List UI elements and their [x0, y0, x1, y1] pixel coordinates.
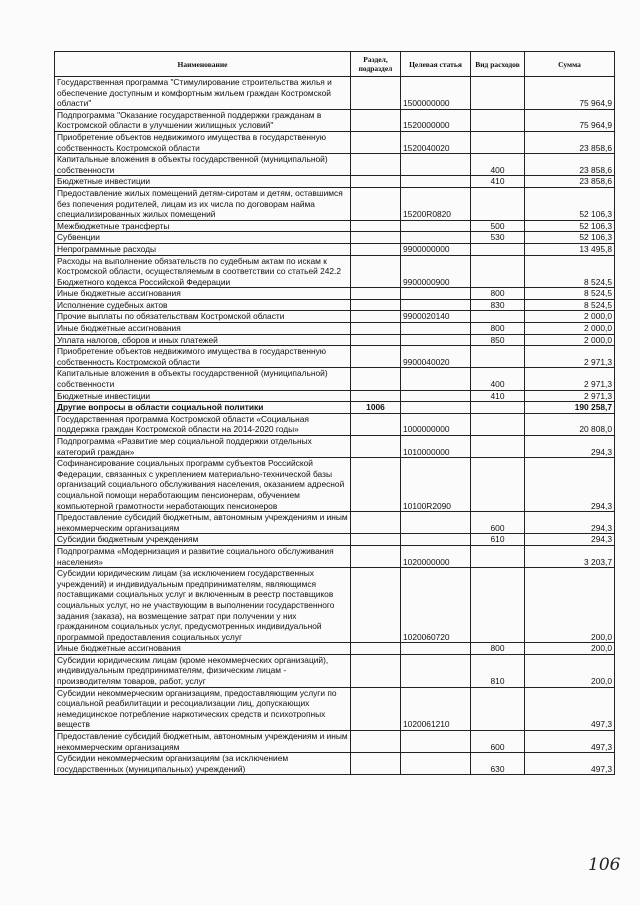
table-row [55, 334, 615, 346]
cell-name: Софинансирование социальных программ субъектов Российской Федерации, связанных с укреплением материально-технической базы организаций социального обслуживания населения, оказанием адресной социальной помощи неработающим пенсионерам, обучением компьютерной грамотности неработающих пенсионеров [55, 458, 351, 512]
cell-target-item: 1520040020 [401, 131, 471, 153]
cell-section [351, 243, 401, 255]
table-row [55, 413, 615, 435]
cell-target-item [401, 654, 471, 687]
table-row [55, 512, 615, 534]
cell-amount: 23 858,6 [525, 154, 615, 176]
cell-expense-type [471, 243, 525, 255]
table-row [55, 687, 615, 730]
cell-target-item [401, 334, 471, 346]
cell-section [351, 154, 401, 176]
cell-amount: 294,3 [525, 534, 615, 546]
table-row [55, 243, 615, 255]
cell-name: Расходы на выполнение обязательств по судебным актам по искам к Костромской области, осуществляемым в соответствии со статьей 242.2 Бюджетного кодекса Российской Федерации [55, 255, 351, 288]
cell-expense-type [471, 436, 525, 458]
cell-expense-type: 500 [471, 220, 525, 232]
header-amount: Сумма [525, 52, 615, 77]
cell-target-item: 1000000000 [401, 413, 471, 435]
cell-amount: 8 524,5 [525, 255, 615, 288]
cell-amount: 2 971,3 [525, 368, 615, 390]
cell-expense-type [471, 346, 525, 368]
cell-target-item [401, 643, 471, 655]
cell-amount: 294,3 [525, 458, 615, 512]
cell-section [351, 390, 401, 402]
cell-target-item [401, 753, 471, 775]
cell-section [351, 458, 401, 512]
table-row [55, 368, 615, 390]
cell-amount: 23 858,6 [525, 131, 615, 153]
cell-target-item [401, 323, 471, 335]
cell-name: Субсидии бюджетным учреждениям [55, 534, 351, 546]
cell-target-item [401, 220, 471, 232]
cell-expense-type [471, 545, 525, 567]
cell-target-item [401, 288, 471, 300]
cell-target-item [401, 232, 471, 244]
table-row [55, 654, 615, 687]
table-row [55, 232, 615, 244]
cell-amount: 2 971,3 [525, 390, 615, 402]
table-header-row [55, 52, 615, 77]
cell-name: Подпрограмма «Развитие мер социальной поддержки отдельных категорий граждан» [55, 436, 351, 458]
cell-name: Субвенции [55, 232, 351, 244]
cell-name: Уплата налогов, сборов и иных платежей [55, 334, 351, 346]
cell-name: Бюджетные инвестиции [55, 390, 351, 402]
table-row [55, 154, 615, 176]
table-row [55, 753, 615, 775]
cell-section [351, 731, 401, 753]
cell-section [351, 568, 401, 643]
cell-expense-type: 830 [471, 299, 525, 311]
cell-section [351, 687, 401, 730]
cell-expense-type [471, 458, 525, 512]
cell-section [351, 187, 401, 220]
cell-name: Иные бюджетные ассигнования [55, 288, 351, 300]
cell-target-item [401, 402, 471, 414]
cell-expense-type: 610 [471, 534, 525, 546]
cell-section [351, 346, 401, 368]
cell-expense-type: 530 [471, 232, 525, 244]
cell-expense-type [471, 255, 525, 288]
cell-amount: 8 524,5 [525, 288, 615, 300]
cell-amount: 52 106,3 [525, 187, 615, 220]
cell-target-item: 9900000900 [401, 255, 471, 288]
cell-target-item: 9900020140 [401, 311, 471, 323]
cell-amount: 3 203,7 [525, 545, 615, 567]
cell-target-item: 9900000000 [401, 243, 471, 255]
cell-expense-type [471, 187, 525, 220]
cell-target-item: 1020061210 [401, 687, 471, 730]
cell-expense-type [471, 568, 525, 643]
cell-target-item: 1010000000 [401, 436, 471, 458]
cell-name: Иные бюджетные ассигнования [55, 323, 351, 335]
cell-target-item: 1020000000 [401, 545, 471, 567]
cell-section [351, 545, 401, 567]
cell-name: Субсидии некоммерческим организациям (за исключением государственных (муниципальных) учреждений) [55, 753, 351, 775]
cell-section [351, 753, 401, 775]
cell-expense-type: 600 [471, 512, 525, 534]
cell-name: Непрограммные расходы [55, 243, 351, 255]
cell-target-item [401, 154, 471, 176]
page-number: 106 [588, 855, 621, 875]
cell-section [351, 299, 401, 311]
cell-section [351, 368, 401, 390]
table-row [55, 288, 615, 300]
cell-expense-type [471, 109, 525, 131]
cell-amount: 23 858,6 [525, 176, 615, 188]
cell-expense-type [471, 687, 525, 730]
cell-target-item [401, 512, 471, 534]
cell-name: Капитальные вложения в объекты государственной (муниципальной) собственности [55, 368, 351, 390]
cell-expense-type: 850 [471, 334, 525, 346]
cell-amount: 20 808,0 [525, 413, 615, 435]
table-row [55, 109, 615, 131]
cell-name: Иные бюджетные ассигнования [55, 643, 351, 655]
cell-name: Приобретение объектов недвижимого имущества в государственную собственность Костромской области [55, 346, 351, 368]
cell-target-item: 1500000000 [401, 77, 471, 110]
cell-expense-type: 400 [471, 368, 525, 390]
cell-amount: 294,3 [525, 436, 615, 458]
cell-expense-type: 410 [471, 390, 525, 402]
header-name: Наименование [55, 52, 351, 77]
cell-section [351, 334, 401, 346]
table-body [55, 77, 615, 775]
cell-name: Предоставление жилых помещений детям-сиротам и детям, оставшимся без попечения родителей, лицам из их числа по договорам найма специализированных жилых помещений [55, 187, 351, 220]
table-row [55, 299, 615, 311]
cell-name: Государственная программа "Стимулирование строительства жилья и обеспечение доступным и комфортным жильем граждан Костромской области" [55, 77, 351, 110]
cell-name: Субсидии некоммерческим организациям, предоставляющим услуги по социальной реабилитации и ресоциализации лиц, допускающих немедицинское потребление наркотических средств и психотропных веществ [55, 687, 351, 730]
table-row [55, 643, 615, 655]
table-row [55, 545, 615, 567]
table-row [55, 390, 615, 402]
cell-name: Подпрограмма «Модернизация и развитие социального обслуживания населения» [55, 545, 351, 567]
cell-amount: 200,0 [525, 568, 615, 643]
cell-name: Подпрограмма "Оказание государственной поддержки гражданам в Костромской области в улучшении жилищных условий" [55, 109, 351, 131]
cell-name: Бюджетные инвестиции [55, 176, 351, 188]
cell-section [351, 323, 401, 335]
cell-amount: 497,3 [525, 753, 615, 775]
cell-section [351, 288, 401, 300]
budget-table [54, 51, 615, 775]
table-row [55, 131, 615, 153]
cell-section: 1006 [351, 402, 401, 414]
cell-section [351, 220, 401, 232]
cell-target-item [401, 534, 471, 546]
cell-amount: 294,3 [525, 512, 615, 534]
table-row [55, 187, 615, 220]
cell-amount: 497,3 [525, 731, 615, 753]
cell-expense-type: 600 [471, 731, 525, 753]
cell-target-item: 15200R0820 [401, 187, 471, 220]
cell-section [351, 311, 401, 323]
table-row [55, 311, 615, 323]
cell-amount: 75 964,9 [525, 109, 615, 131]
cell-target-item [401, 731, 471, 753]
cell-expense-type: 400 [471, 154, 525, 176]
cell-amount: 75 964,9 [525, 77, 615, 110]
table-row [55, 534, 615, 546]
cell-expense-type: 800 [471, 643, 525, 655]
cell-expense-type [471, 131, 525, 153]
cell-target-item: 10100R2090 [401, 458, 471, 512]
table-row [55, 176, 615, 188]
cell-target-item [401, 368, 471, 390]
cell-expense-type: 810 [471, 654, 525, 687]
cell-section [351, 534, 401, 546]
cell-amount: 52 106,3 [525, 232, 615, 244]
cell-amount: 2 971,3 [525, 346, 615, 368]
header-section: Раздел, подраздел [351, 52, 401, 77]
cell-section [351, 131, 401, 153]
cell-target-item [401, 390, 471, 402]
cell-name: Приобретение объектов недвижимого имущества в государственную собственность Костромской области [55, 131, 351, 153]
cell-name: Исполнение судебных актов [55, 299, 351, 311]
cell-section [351, 643, 401, 655]
cell-amount: 200,0 [525, 654, 615, 687]
cell-section [351, 654, 401, 687]
cell-expense-type [471, 311, 525, 323]
cell-section [351, 512, 401, 534]
cell-target-item: 1020060720 [401, 568, 471, 643]
cell-name: Предоставление субсидий бюджетным, автономным учреждениям и иным некоммерческим организациям [55, 512, 351, 534]
header-expense-type: Вид расходов [471, 52, 525, 77]
cell-amount: 52 106,3 [525, 220, 615, 232]
cell-expense-type: 800 [471, 288, 525, 300]
cell-name: Субсидии юридическим лицам (за исключением государственных учреждений) и индивидуальным предпринимателям, являющимся поставщиками социальных услуг и включенным в реестр поставщиков социальных услуг, но не участвующим в выполнении государственного задания (заказа), на возмещение затрат при получении у них гражданином социальных услуг, предусмотренных индивидуальной программой предоставления социальных услуг [55, 568, 351, 643]
table-row [55, 436, 615, 458]
cell-name: Предоставление субсидий бюджетным, автономным учреждениям и иным некоммерческим организациям [55, 731, 351, 753]
cell-expense-type [471, 77, 525, 110]
cell-expense-type: 800 [471, 323, 525, 335]
table-row [55, 346, 615, 368]
cell-name: Прочие выплаты по обязательствам Костромской области [55, 311, 351, 323]
cell-name: Межбюджетные трансферты [55, 220, 351, 232]
table-row [55, 568, 615, 643]
cell-name: Капитальные вложения в объекты государственной (муниципальной) собственности [55, 154, 351, 176]
cell-section [351, 77, 401, 110]
cell-expense-type: 630 [471, 753, 525, 775]
table-row [55, 255, 615, 288]
cell-section [351, 255, 401, 288]
cell-name: Субсидии юридическим лицам (кроме некоммерческих организаций), индивидуальным предпринимателям, физическим лицам - производителям товаров, работ, услуг [55, 654, 351, 687]
table-row [55, 220, 615, 232]
header-target-item: Целевая статья [401, 52, 471, 77]
cell-name: Другие вопросы в области социальной политики [55, 402, 351, 414]
cell-section [351, 109, 401, 131]
cell-section [351, 176, 401, 188]
cell-amount: 2 000,0 [525, 334, 615, 346]
cell-amount: 200,0 [525, 643, 615, 655]
cell-target-item [401, 176, 471, 188]
cell-section [351, 436, 401, 458]
cell-target-item: 1520000000 [401, 109, 471, 131]
cell-section [351, 413, 401, 435]
table-row [55, 77, 615, 110]
cell-amount: 2 000,0 [525, 311, 615, 323]
table-row [55, 323, 615, 335]
cell-expense-type: 410 [471, 176, 525, 188]
cell-expense-type [471, 413, 525, 435]
table-row [55, 731, 615, 753]
table-row [55, 458, 615, 512]
cell-amount: 190 258,7 [525, 402, 615, 414]
cell-name: Государственная программа Костромской области «Социальная поддержка граждан Костромской области на 2014-2020 годы» [55, 413, 351, 435]
cell-amount: 13 495,8 [525, 243, 615, 255]
table-row [55, 402, 615, 414]
cell-expense-type [471, 402, 525, 414]
cell-amount: 8 524,5 [525, 299, 615, 311]
cell-target-item: 9900040020 [401, 346, 471, 368]
cell-target-item [401, 299, 471, 311]
cell-amount: 2 000,0 [525, 323, 615, 335]
cell-amount: 497,3 [525, 687, 615, 730]
cell-section [351, 232, 401, 244]
